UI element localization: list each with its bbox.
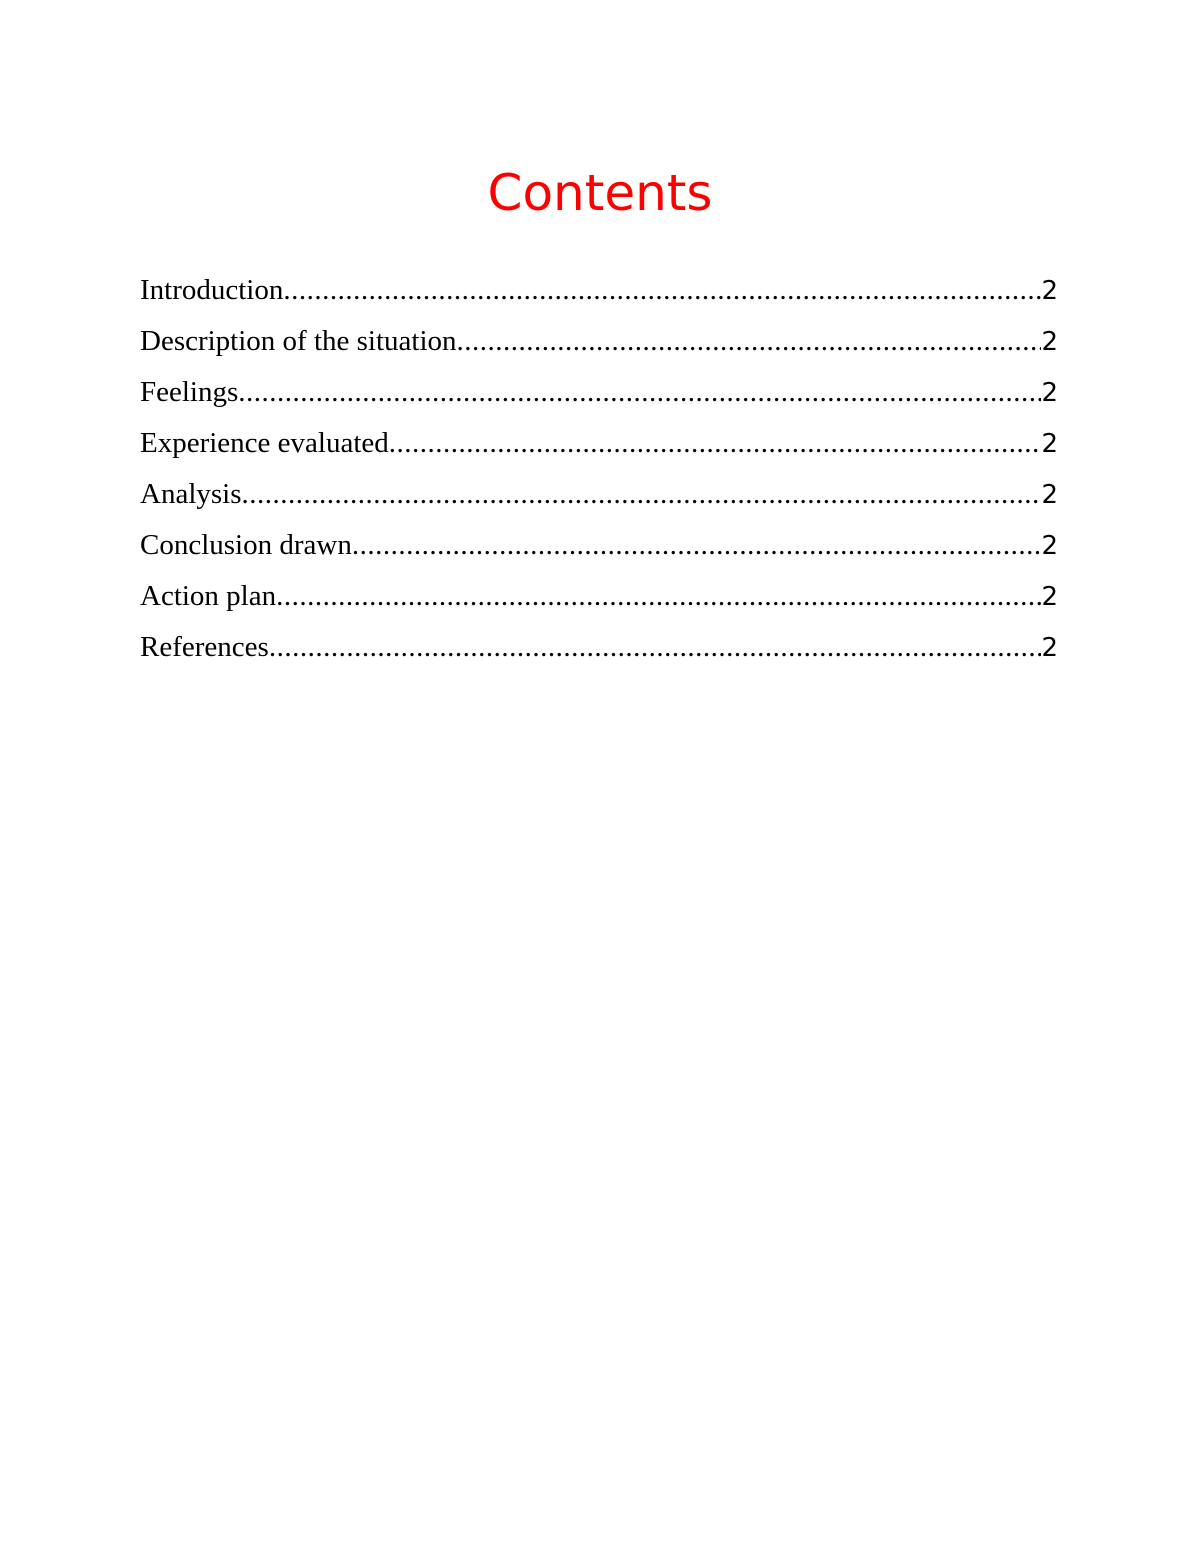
toc-entry-label: References: [140, 631, 269, 663]
toc-entry-feelings[interactable]: [140, 370, 1058, 421]
toc-entry-conclusion-drawn[interactable]: [140, 523, 1058, 574]
toc-dot-leader: [389, 421, 1042, 465]
toc-entry-action-plan[interactable]: [140, 574, 1058, 625]
toc-entry-label: Action plan: [140, 580, 277, 612]
toc-entry-label: Analysis: [140, 478, 242, 510]
toc-entry-introduction[interactable]: [140, 268, 1058, 319]
toc-entry-references[interactable]: [140, 625, 1058, 676]
toc-entry-description-of-the-situation[interactable]: [140, 319, 1058, 370]
toc-entry-label: Description of the situation: [140, 325, 457, 357]
toc-entry-label: Feelings: [140, 376, 239, 408]
toc-dot-leader: [352, 523, 1042, 567]
toc-entry-page-number: 2: [1041, 531, 1058, 561]
toc-dot-leader: [269, 625, 1042, 669]
toc-dot-leader: [242, 472, 1042, 516]
toc-entry-page-number: 2: [1041, 378, 1058, 408]
toc-entry-page-number: 2: [1041, 633, 1058, 663]
toc-entry-experience-evaluated[interactable]: [140, 421, 1058, 472]
toc-entry-label: Introduction: [140, 274, 284, 306]
toc-entry-page-number: 2: [1041, 276, 1058, 306]
toc-entry-label: Experience evaluated: [140, 427, 389, 459]
toc-dot-leader: [457, 319, 1042, 363]
toc-dot-leader: [238, 370, 1041, 414]
toc-entry-page-number: 2: [1041, 582, 1058, 612]
toc-dot-leader: [283, 268, 1041, 312]
table-of-contents: [140, 268, 1058, 676]
toc-dot-leader: [276, 574, 1041, 618]
toc-heading: Contents: [487, 164, 713, 222]
toc-entry-label: Conclusion drawn: [140, 529, 352, 561]
toc-entry-page-number: 2: [1041, 429, 1058, 459]
toc-entry-analysis[interactable]: [140, 472, 1058, 523]
toc-entry-page-number: 2: [1041, 327, 1058, 357]
toc-entry-page-number: 2: [1041, 480, 1058, 510]
